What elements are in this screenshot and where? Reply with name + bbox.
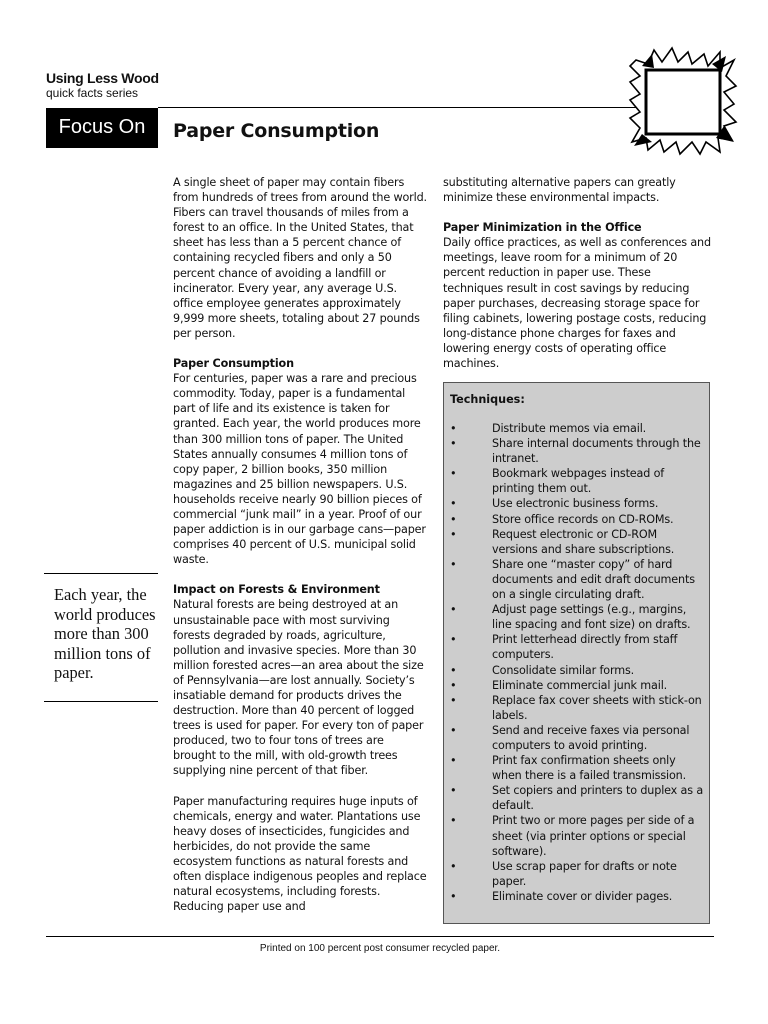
- section-heading-paper-consumption: Paper Consumption: [173, 357, 294, 371]
- bullet-icon: •: [450, 497, 457, 511]
- technique-text: Adjust page settings (e.g., margins, line spacing and font size) on drafts.: [492, 603, 691, 632]
- bullet-icon: •: [450, 422, 457, 435]
- technique-item: [444, 723, 709, 753]
- decorative-frame-icon: [628, 46, 738, 156]
- bullet-icon: •: [450, 723, 457, 737]
- technique-text: Request electronic or CD-ROM versions and share subscriptions.: [492, 527, 675, 556]
- bullet-icon: •: [450, 527, 457, 541]
- technique-item: [444, 813, 709, 858]
- bullet-icon: •: [450, 754, 457, 768]
- technique-item: [444, 889, 709, 904]
- technique-text: Distribute memos via email.: [492, 422, 647, 435]
- section-body-impact: Natural forests are being destroyed at an unsustainable pace with most surviving forests degraded by roads, agriculture, pollution and invasive species. More than 30 million forested acres—an area about the size of Pennsylvania—are lost annually. Society’s insatiable demand for products drives the destruction. More than 40 percent of logged trees is used for paper. For every ton of paper produced, two to four tons of trees are brought to the mill, with old-growth trees supplying nine percent of that fiber.: [173, 598, 424, 778]
- technique-text: Bookmark webpages instead of printing them out.: [492, 467, 665, 496]
- technique-text: Print fax confirmation sheets only when there is a failed transmission.: [492, 754, 687, 783]
- main-column-left: [173, 175, 427, 914]
- section-body-manufacturing: Paper manufacturing requires huge inputs of chemicals, energy and water. Plantations use heavy doses of insecticides, fungicides and herbicides, do not provide the same ecosystem functions as natural forests and often displace indigenous peoples and replace natural ecosystems, including forests. Reducing paper use and: [173, 794, 427, 914]
- pullquote-rule-top: [44, 573, 158, 574]
- technique-text: Store office records on CD-ROMs.: [492, 512, 674, 526]
- footer-note: Printed on 100 percent post consumer recycled paper.: [259, 943, 501, 954]
- bullet-icon: •: [450, 467, 457, 481]
- bullet-icon: •: [450, 859, 457, 873]
- bullet-icon: •: [450, 512, 457, 526]
- bullet-icon: •: [450, 889, 457, 903]
- technique-text: Use scrap paper for drafts or note paper.: [492, 859, 677, 888]
- intro-paragraph: A single sheet of paper may contain fibers from hundreds of trees from around the world. Fibers can travel thousands of miles from a forest to an office. In the United States, that sheet has less than a 5 percent chance of containing recycled fibers and only a 50 percent chance of avoiding a landfill or incinerator. Every year, any average U.S. office employee generates approximately 9,999 more sheets, totaling about 27 pounds per person.: [173, 176, 427, 340]
- technique-item: [444, 512, 709, 527]
- focus-on-label: Focus On: [46, 108, 158, 148]
- technique-text: Eliminate commercial junk mail.: [492, 678, 668, 692]
- technique-text: Replace fax cover sheets with stick-on labels.: [492, 693, 702, 722]
- technique-item: [444, 557, 709, 602]
- section-heading-impact: Impact on Forests & Environment: [173, 583, 380, 597]
- technique-text: Eliminate cover or divider pages.: [492, 889, 673, 903]
- series-title: Using Less Wood: [46, 70, 159, 86]
- section-heading-minimization: Paper Minimization in the Office: [443, 221, 642, 235]
- technique-text: Consolidate similar forms.: [492, 663, 635, 677]
- technique-item: [444, 421, 709, 436]
- techniques-list: [444, 421, 709, 904]
- bullet-icon: •: [450, 784, 457, 798]
- technique-text: Share one “master copy” of hard documents and edit draft documents on a single circulating draft.: [492, 557, 695, 602]
- bullet-icon: •: [450, 663, 457, 677]
- techniques-heading: Techniques:: [450, 393, 525, 406]
- section-body-paper-consumption: For centuries, paper was a rare and precious commodity. Today, paper is a fundamental part of life and its existence is taken for granted. Each year, the world produces more than 300 million tons of paper. The United States annually consumes 4 million tons of copy paper, 2 billion books, 350 million magazines and 25 billion newspapers. U.S. households receive nearly 90 billion pieces of commercial “junk mail” in a year. Proof of our paper addiction is in our garbage cans—paper comprises 40 percent of U.S. municipal solid waste.: [173, 372, 426, 567]
- bullet-icon: •: [450, 603, 457, 617]
- bullet-icon: •: [450, 557, 457, 571]
- technique-item: [444, 602, 709, 632]
- bullet-icon: •: [450, 678, 457, 692]
- technique-item: [444, 527, 709, 557]
- technique-text: Send and receive faxes via personal computers to avoid printing.: [492, 723, 690, 752]
- section-body-minimization: Daily office practices, as well as conferences and meetings, leave room for a minimum of 20 percent reduction in paper use. These techniques result in cost savings by reducing paper purchases, decreasing storage space for filing cabinets, lowering postage costs, reducing long-distance phone charges for faxes and lowering energy costs of operating office machines.: [443, 236, 711, 371]
- technique-item: [444, 783, 709, 813]
- technique-text: Share internal documents through the intranet.: [492, 437, 701, 466]
- techniques-box: [443, 382, 710, 924]
- technique-text: Print letterhead directly from staff computers.: [492, 633, 678, 662]
- technique-item: [444, 753, 709, 783]
- footer-rule: [46, 936, 714, 937]
- bullet-icon: •: [450, 814, 457, 828]
- bullet-icon: •: [450, 633, 457, 647]
- technique-text: Set copiers and printers to duplex as a default.: [492, 784, 704, 813]
- technique-item: [444, 632, 709, 662]
- bullet-icon: •: [450, 437, 457, 451]
- technique-item: [444, 693, 709, 723]
- technique-item: [444, 678, 709, 693]
- page-title: Paper Consumption: [173, 120, 380, 142]
- pullquote-rule-bottom: [44, 701, 158, 702]
- technique-item: [444, 466, 709, 496]
- technique-item: [444, 436, 709, 466]
- technique-item: [444, 663, 709, 678]
- technique-text: Print two or more pages per side of a sheet (via printer options or special software).: [492, 814, 695, 858]
- section-body-manufacturing-continued: substituting alternative papers can greatly minimize these environmental impacts.: [443, 176, 676, 205]
- technique-text: Use electronic business forms.: [492, 497, 659, 511]
- header-rule: [158, 107, 636, 108]
- pullquote: Each year, the world produces more than 300 million tons of paper.: [54, 585, 156, 683]
- technique-item: [444, 496, 709, 511]
- series-subtitle: quick facts series: [46, 86, 139, 100]
- bullet-icon: •: [450, 693, 457, 707]
- technique-item: [444, 859, 709, 889]
- main-column-right: [443, 175, 711, 371]
